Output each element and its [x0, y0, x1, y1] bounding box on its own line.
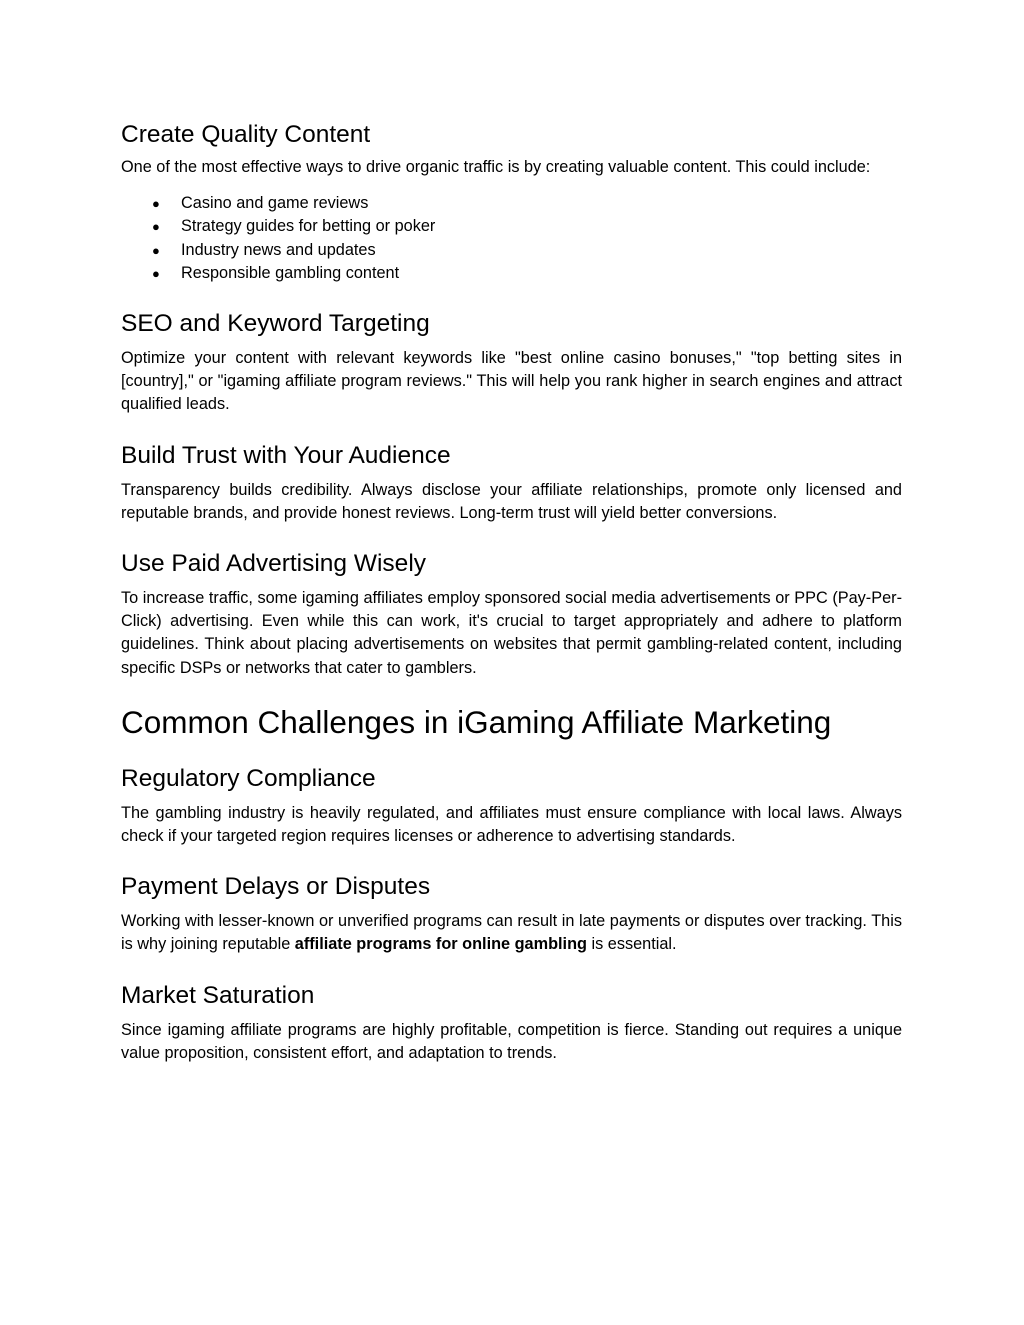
paragraph-build-trust: Transparency builds credibility. Always disclose your affiliate relationships, promote only licensed and reputable brands, and provide honest reviews. Long-term trust will yield better conversions.: [121, 480, 902, 522]
paragraph-create-quality-intro: One of the most effective ways to drive organic traffic is by creating valuable content. This could include:: [121, 158, 871, 176]
payment-text-after: is essential.: [586, 935, 677, 954]
list-item-text: Responsible gambling content: [181, 263, 400, 282]
heading-create-quality-content: Create Quality Content: [121, 121, 371, 148]
paragraph-market-saturation: Since igaming affiliate programs are highly profitable, competition is fierce. Standing out requires a unique value proposition, consistent effort, and adaptation to trends.: [121, 1020, 902, 1062]
bullet-icon: ●: [152, 219, 160, 235]
payment-text-before: Working with lesser-known or unverified programs can result in late payments or disputes over tracking. This is why joining reputable: [121, 912, 902, 954]
list-item: [121, 239, 902, 262]
heading-market-saturation: Market Saturation: [121, 981, 315, 1009]
list-item-text: Industry news and updates: [181, 240, 376, 259]
list-item: [121, 192, 902, 215]
heading-seo-keyword-targeting: SEO and Keyword Targeting: [121, 310, 430, 338]
heading-build-trust: Build Trust with Your Audience: [121, 441, 451, 469]
document-page: [121, 118, 902, 1065]
payment-text-bold-link: affiliate programs for online gambling: [294, 935, 587, 954]
list-item-text: Strategy guides for betting or poker: [181, 217, 436, 236]
heading-common-challenges: Common Challenges in iGaming Affiliate Marketing: [121, 703, 832, 740]
list-item-text: Casino and game reviews: [181, 194, 369, 213]
list-item: [121, 262, 902, 285]
bullet-icon: ●: [152, 265, 160, 281]
list-item: [121, 215, 902, 238]
heading-regulatory-compliance: Regulatory Compliance: [121, 764, 376, 792]
heading-payment-delays: Payment Delays or Disputes: [121, 873, 431, 901]
bullet-icon: ●: [152, 196, 160, 212]
paragraph-payment-delays: [121, 910, 902, 956]
paragraph-regulatory-compliance: The gambling industry is heavily regulated, and affiliates must ensure compliance with local laws. Always check if your targeted region requires licenses or adherence to advertising standards.: [121, 803, 902, 846]
bullet-icon: ●: [152, 242, 160, 258]
heading-paid-advertising: Use Paid Advertising Wisely: [121, 550, 427, 578]
paragraph-paid-advertising: To increase traffic, some igaming affiliates employ sponsored social media advertisements or PPC (Pay-Per-Click) advertising. Even while this can work, it's crucial to target appropriately and adhere to platform guidelines. Think about placing advertisements on websites that permit gambling-related content, including specific DSPs or networks that cater to gamblers.: [121, 589, 902, 677]
bullet-list-content-types: [121, 192, 902, 285]
paragraph-seo: Optimize your content with relevant keywords like "best online casino bonuses," "top betting sites in [country]," or "igaming affiliate program reviews." This will help you rank higher in search engines and attract qualified leads.: [121, 349, 902, 414]
